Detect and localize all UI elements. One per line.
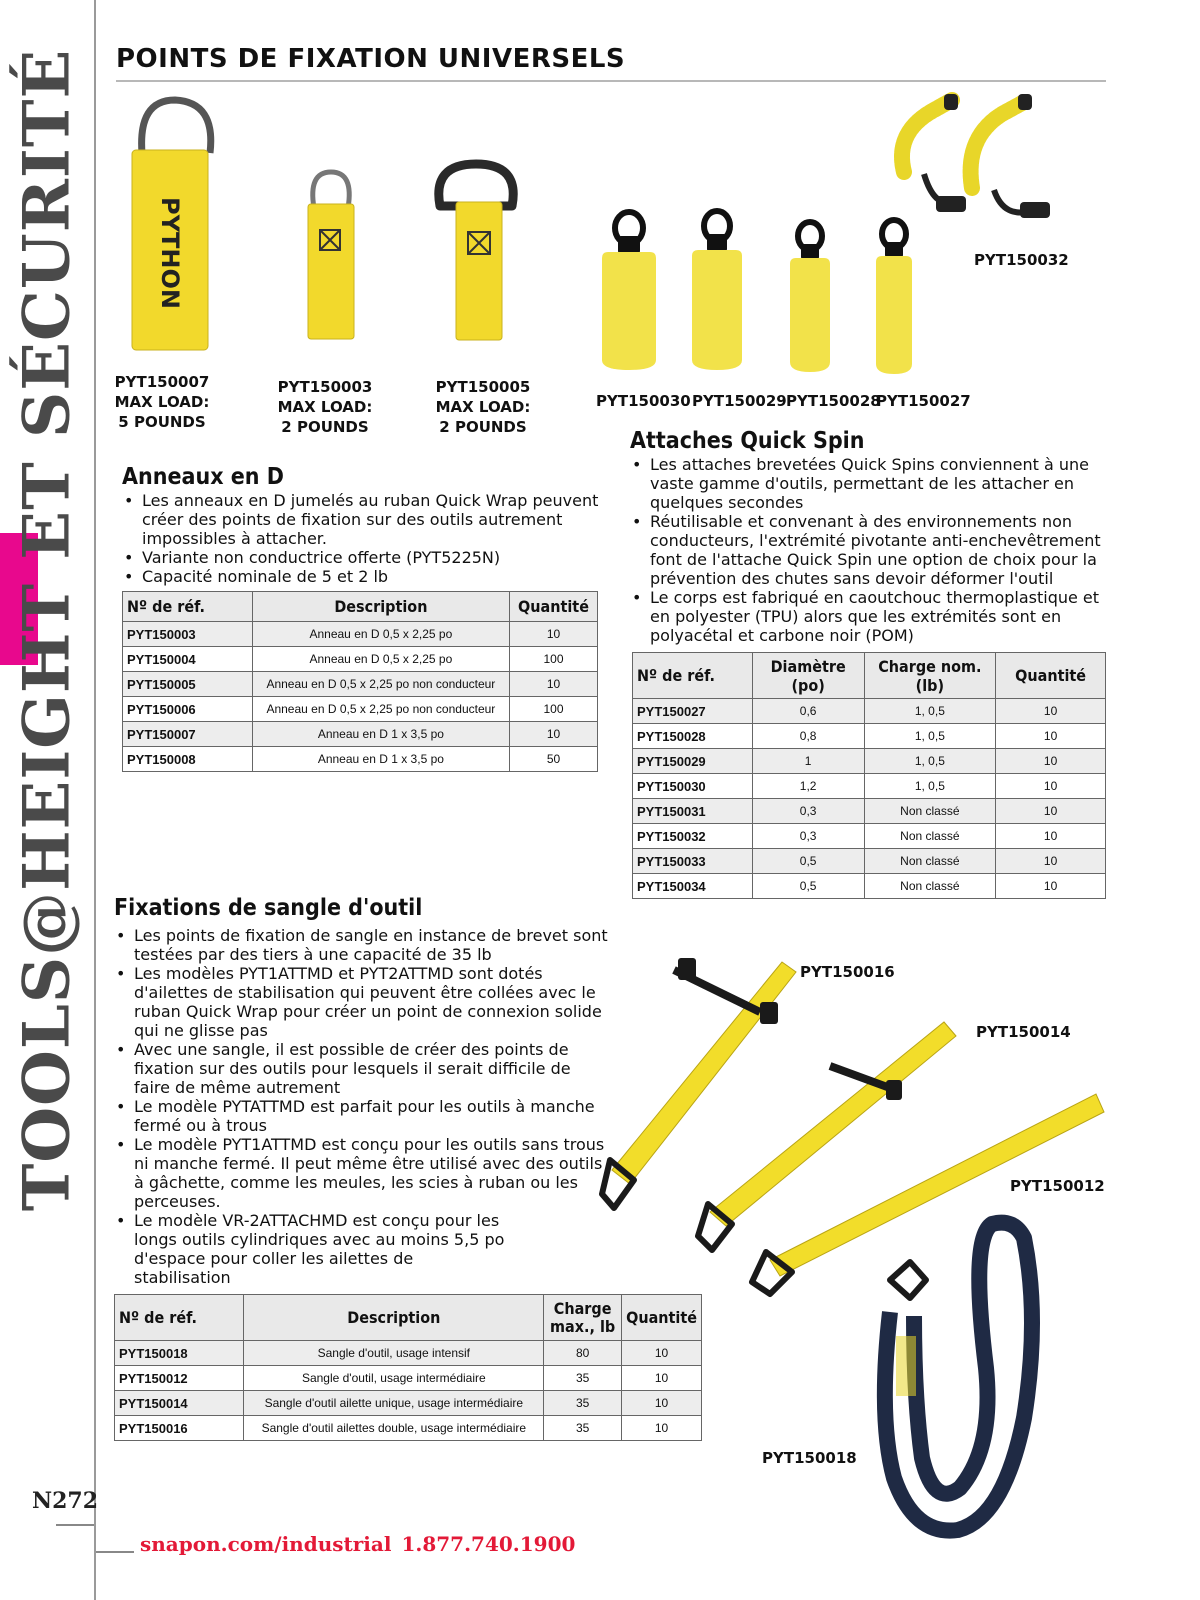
- cell-ref: PYT150007: [123, 722, 253, 747]
- quick-spin-coil-image: [884, 92, 1074, 232]
- col-max-load: Charge max., lb: [544, 1295, 622, 1341]
- cell-description: Anneau en D 0,5 x 2,25 po: [252, 647, 509, 672]
- cell-ref: PYT150008: [123, 747, 253, 772]
- table-row: [123, 722, 598, 747]
- table-row: [123, 697, 598, 722]
- label-load: MAX LOAD:: [277, 398, 373, 416]
- quick-spin-bullets: [630, 455, 1108, 645]
- cell-description: Anneau en D 1 x 3,5 po: [252, 747, 509, 772]
- cell-diameter: 1: [752, 749, 864, 774]
- label-pyt150005: [428, 377, 538, 437]
- col-ref: Nº de réf.: [633, 653, 753, 699]
- quick-spin-30-image: [594, 210, 664, 380]
- label-load: MAX LOAD:: [114, 393, 210, 411]
- table-row: [115, 1341, 702, 1366]
- page-number-rule: [56, 1524, 94, 1526]
- cell-ref: PYT150034: [633, 874, 753, 899]
- section-heading-tool-strap: Fixations de sangle d'outil: [114, 895, 423, 921]
- label-pyt150028: PYT150028: [786, 392, 881, 410]
- col-quantity: Quantité: [996, 653, 1106, 699]
- bullet: • Le corps est fabriqué en caoutchouc thermoplastique et en polyester (TPU) alors que les extrémités sont en polyacétal et carbone noir (POM): [630, 588, 1108, 645]
- label-load: MAX LOAD:: [435, 398, 531, 416]
- bullet: • Les points de fixation de sangle en instance de brevet sont testées par des tiers à une capacité de 35 lb: [114, 926, 610, 964]
- cell-ref: PYT150006: [123, 697, 253, 722]
- table-row: [633, 799, 1106, 824]
- cell-rated-load: Non classé: [864, 874, 996, 899]
- table-row: [633, 774, 1106, 799]
- table-row: [633, 849, 1106, 874]
- bullet: • Réutilisable et convenant à des environnements non conducteurs, l'extrémité pivotante anti-enchevêtrement font de l'attache Quick Spin une option de choix pour la prévention des chutes sans devoir déformer l'outil: [630, 512, 1108, 588]
- label-ref: PYT150003: [277, 378, 373, 396]
- cell-ref: PYT150032: [633, 824, 753, 849]
- label-pyt150029: PYT150029: [692, 392, 787, 410]
- label-load-value: 2 POUNDS: [439, 418, 527, 436]
- cell-ref: PYT150029: [633, 749, 753, 774]
- tool-strap-heavy-duty-image: [874, 1218, 1064, 1538]
- label-pyt150003: [270, 377, 380, 437]
- label-pyt150032: PYT150032: [974, 251, 1069, 269]
- cell-diameter: 1,2: [752, 774, 864, 799]
- cell-quantity: 10: [510, 672, 598, 697]
- cell-diameter: 0,5: [752, 849, 864, 874]
- quick-spin-28-image: [782, 218, 838, 378]
- bullet: • Les modèles PYT1ATTMD et PYT2ATTMD sont dotés d'ailettes de stabilisation qui peuvent être collées avec le ruban Quick Wrap pour créer un point de connexion solide qui ne glisse pas: [114, 964, 610, 1040]
- label-load-value: 2 POUNDS: [281, 418, 369, 436]
- cell-quantity: 100: [510, 697, 598, 722]
- d-rings-bullets: [122, 491, 602, 586]
- bullet: • Le modèle PYT1ATTMD est conçu pour les outils sans trous ni manche fermé. Il peut même être utilisé avec des outils à gâchette, comme les meules, les scies à ruban ou les perceuses.: [114, 1135, 610, 1211]
- bullet: • Les attaches brevetées Quick Spins conviennent à une vaste gamme d'outils, permettant de les attacher en quelques secondes: [630, 455, 1108, 512]
- cell-quantity: 10: [996, 849, 1106, 874]
- cell-rated-load: 1, 0,5: [864, 774, 996, 799]
- cell-rated-load: Non classé: [864, 824, 996, 849]
- rail-divider: [94, 0, 96, 1600]
- cell-rated-load: Non classé: [864, 799, 996, 824]
- python-logo: PYTHON: [156, 197, 184, 309]
- cell-rated-load: 1, 0,5: [864, 724, 996, 749]
- col-ref: Nº de réf.: [115, 1295, 244, 1341]
- col-description: Description: [252, 592, 509, 622]
- bullet: • Les anneaux en D jumelés au ruban Quick Wrap peuvent créer des points de fixation sur des outils autrement impossibles à attacher.: [122, 491, 602, 548]
- label-ref: PYT150007: [114, 373, 210, 391]
- col-rated-load: Charge nom. (lb): [864, 653, 996, 699]
- cell-diameter: 0,3: [752, 824, 864, 849]
- cell-ref: PYT150027: [633, 699, 753, 724]
- cell-diameter: 0,5: [752, 874, 864, 899]
- cell-ref: PYT150033: [633, 849, 753, 874]
- quick-spin-27-image: [866, 216, 922, 380]
- label-pyt150030: PYT150030: [596, 392, 691, 410]
- footer-contact: [140, 1532, 585, 1556]
- cell-rated-load: 1, 0,5: [864, 699, 996, 724]
- label-ref: PYT150005: [435, 378, 531, 396]
- title-rule: [116, 80, 1106, 82]
- table-row: [633, 699, 1106, 724]
- col-quantity: Quantité: [622, 1295, 702, 1341]
- label-load-value: 5 POUNDS: [118, 413, 206, 431]
- table-row: [115, 1391, 702, 1416]
- footer-url[interactable]: snapon.com/industrial: [140, 1532, 392, 1556]
- label-pyt150014: PYT150014: [976, 1023, 1071, 1041]
- section-heading-d-rings: Anneaux en D: [122, 464, 284, 490]
- cell-diameter: 0,6: [752, 699, 864, 724]
- cell-ref: PYT150005: [123, 672, 253, 697]
- col-quantity: Quantité: [510, 592, 598, 622]
- footer-phone: 1.877.740.1900: [401, 1532, 576, 1556]
- bullet: • Le modèle PYTATTMD est parfait pour les outils à manche fermé ou à trous: [114, 1097, 610, 1135]
- table-row: [115, 1416, 702, 1441]
- sidebar-title-text: TOOLS@HEIGHT ET SÉCURITÉ: [9, 48, 85, 1212]
- bullet: • Variante non conductrice offerte (PYT5225N): [122, 548, 602, 567]
- cell-quantity: 10: [996, 774, 1106, 799]
- strap-bullets: [114, 926, 610, 1287]
- cell-quantity: 10: [510, 722, 598, 747]
- col-description: Description: [244, 1295, 544, 1341]
- cell-ref: PYT150028: [633, 724, 753, 749]
- cell-rated-load: Non classé: [864, 849, 996, 874]
- bullet: • Avec une sangle, il est possible de créer des points de fixation sur des outils pour lesquels il serait difficile de faire de même autrement: [114, 1040, 610, 1097]
- d-ring-small-image: [296, 168, 366, 348]
- cell-ref: PYT150012: [115, 1366, 244, 1391]
- cell-quantity: 10: [996, 799, 1106, 824]
- table-row: [123, 672, 598, 697]
- cell-ref: PYT150014: [115, 1391, 244, 1416]
- col-ref: Nº de réf.: [123, 592, 253, 622]
- cell-ref: PYT150031: [633, 799, 753, 824]
- d-ring-large-image: [120, 98, 220, 358]
- cell-description: Anneau en D 1 x 3,5 po: [252, 722, 509, 747]
- label-pyt150027: PYT150027: [876, 392, 971, 410]
- cell-diameter: 0,3: [752, 799, 864, 824]
- d-ring-nonconductive-image: [426, 158, 526, 348]
- table-row: [115, 1366, 702, 1391]
- cell-quantity: 10: [996, 749, 1106, 774]
- cell-quantity: 10: [996, 874, 1106, 899]
- table-row: [123, 622, 598, 647]
- cell-description: Sangle d'outil ailettes double, usage intermédiaire: [244, 1416, 544, 1441]
- cell-description: Anneau en D 0,5 x 2,25 po non conducteur: [252, 672, 509, 697]
- cell-description: Sangle d'outil ailette unique, usage intermédiaire: [244, 1391, 544, 1416]
- footer-rule: [96, 1551, 134, 1553]
- label-pyt150007: [112, 372, 212, 432]
- cell-ref: PYT150030: [633, 774, 753, 799]
- cell-rated-load: 1, 0,5: [864, 749, 996, 774]
- table-row: [123, 647, 598, 672]
- quick-spin-29-image: [686, 208, 748, 378]
- cell-max-load: 35: [544, 1416, 622, 1441]
- sidebar-section-title: [0, 0, 94, 1260]
- cell-ref: PYT150018: [115, 1341, 244, 1366]
- page-title: POINTS DE FIXATION UNIVERSELS: [116, 44, 626, 74]
- table-row: [633, 724, 1106, 749]
- bullet: • Le modèle VR-2ATTACHMD est conçu pour les longs outils cylindriques avec au moins 5,5 po d'espace pour coller les ailettes de stabilisation: [114, 1211, 514, 1287]
- table-row: [633, 874, 1106, 899]
- table-row: [123, 747, 598, 772]
- cell-diameter: 0,8: [752, 724, 864, 749]
- cell-max-load: 35: [544, 1391, 622, 1416]
- cell-quantity: 10: [510, 622, 598, 647]
- cell-quantity: 10: [622, 1341, 702, 1366]
- cell-quantity: 10: [996, 824, 1106, 849]
- cell-description: Sangle d'outil, usage intensif: [244, 1341, 544, 1366]
- label-pyt150016: PYT150016: [800, 963, 895, 981]
- cell-quantity: 10: [996, 724, 1106, 749]
- quick-spin-table: [632, 652, 1106, 899]
- cell-max-load: 80: [544, 1341, 622, 1366]
- cell-ref: PYT150003: [123, 622, 253, 647]
- cell-description: Anneau en D 0,5 x 2,25 po non conducteur: [252, 697, 509, 722]
- table-row: [633, 749, 1106, 774]
- cell-ref: PYT150016: [115, 1416, 244, 1441]
- cell-quantity: 50: [510, 747, 598, 772]
- cell-ref: PYT150004: [123, 647, 253, 672]
- table-row: [633, 824, 1106, 849]
- cell-quantity: 100: [510, 647, 598, 672]
- page-number: N272: [32, 1488, 99, 1514]
- cell-description: Sangle d'outil, usage intermédiaire: [244, 1366, 544, 1391]
- d-rings-table: [122, 591, 598, 772]
- cell-max-load: 35: [544, 1366, 622, 1391]
- label-pyt150018: PYT150018: [762, 1449, 857, 1467]
- col-diameter: Diamètre (po): [752, 653, 864, 699]
- cell-quantity: 10: [996, 699, 1106, 724]
- cell-quantity: 10: [622, 1391, 702, 1416]
- bullet: • Capacité nominale de 5 et 2 lb: [122, 567, 602, 586]
- tool-strap-table: [114, 1294, 702, 1441]
- section-heading-quick-spin: Attaches Quick Spin: [630, 428, 865, 454]
- cell-quantity: 10: [622, 1416, 702, 1441]
- cell-quantity: 10: [622, 1366, 702, 1391]
- cell-description: Anneau en D 0,5 x 2,25 po: [252, 622, 509, 647]
- label-pyt150012: PYT150012: [1010, 1177, 1105, 1195]
